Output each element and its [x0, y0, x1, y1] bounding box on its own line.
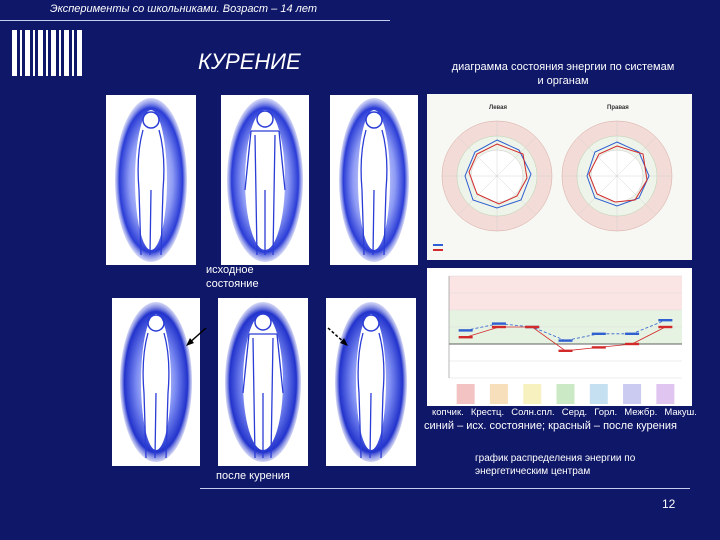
series-marker [525, 326, 539, 328]
series-marker [492, 322, 506, 324]
page-number: 12 [662, 497, 676, 511]
aura-figure [106, 95, 196, 265]
decorative-bars [12, 30, 82, 76]
series-marker [658, 319, 672, 321]
aura-photo-after-1 [112, 298, 200, 466]
line-chart-svg [427, 268, 692, 406]
center-box [523, 384, 541, 404]
center-label: Горл. [594, 407, 618, 418]
center-box [590, 384, 608, 404]
line-chart-caption: график распределения энергии по энергетическим центрам [475, 453, 636, 477]
aura-figure [326, 298, 416, 466]
radar-right [562, 121, 672, 231]
center-label: Макуш. [664, 407, 697, 418]
center-box [656, 384, 674, 404]
aura-figure [112, 298, 200, 466]
radar-left [442, 121, 552, 231]
center-label: Крестц. [470, 407, 505, 418]
series-marker [459, 329, 473, 331]
aura-photo-after-2 [218, 298, 308, 466]
aura-photo-after-3 [326, 298, 416, 466]
series-marker [559, 339, 573, 341]
radar-caption: диаграмма состояния энергии по системам и органам [451, 61, 675, 87]
center-box [490, 384, 508, 404]
aura-photo-initial-3 [330, 95, 418, 265]
center-box [557, 384, 575, 404]
aura-figure [221, 95, 309, 265]
header-title: Эксперименты со школьниками. Возраст – 14 лет [50, 3, 317, 15]
radar-legend-after [433, 249, 443, 251]
aura-figure [330, 95, 418, 265]
arrow-icon [184, 326, 208, 348]
series-marker [559, 350, 573, 352]
aura-photo-initial-1 [106, 95, 196, 265]
radar-legend-before [433, 244, 443, 246]
radar-header-left: Левая [489, 105, 507, 111]
footer-rule [200, 488, 690, 489]
energy-centers-chart [427, 268, 692, 406]
series-marker [658, 326, 672, 328]
after-smoking-label: после курения [216, 470, 290, 482]
series-marker [625, 333, 639, 335]
radar-header-right: Правая [607, 105, 629, 111]
page-title: КУРЕНИЕ [198, 49, 301, 74]
header-rule [0, 20, 390, 21]
center-label: Межбр. [624, 407, 658, 418]
aura-figure [218, 298, 308, 466]
series-marker [592, 346, 606, 348]
center-label: копчик. [432, 407, 464, 418]
center-label: Солн.спл. [511, 407, 555, 418]
energy-center-labels [432, 407, 697, 418]
center-box [623, 384, 641, 404]
center-label: Серд. [561, 407, 588, 418]
radar-figure [427, 94, 692, 260]
series-marker [459, 336, 473, 338]
series-marker [625, 343, 639, 345]
initial-state-label: исходное состояние [206, 264, 259, 290]
center-box [457, 384, 475, 404]
series-marker [592, 333, 606, 335]
radar-diagram [427, 94, 692, 260]
aura-photo-initial-2 [221, 95, 309, 265]
arrow-icon [326, 326, 350, 348]
series-marker [492, 326, 506, 328]
chart-legend-text: синий – исх. состояние; красный – после курения [424, 420, 677, 432]
